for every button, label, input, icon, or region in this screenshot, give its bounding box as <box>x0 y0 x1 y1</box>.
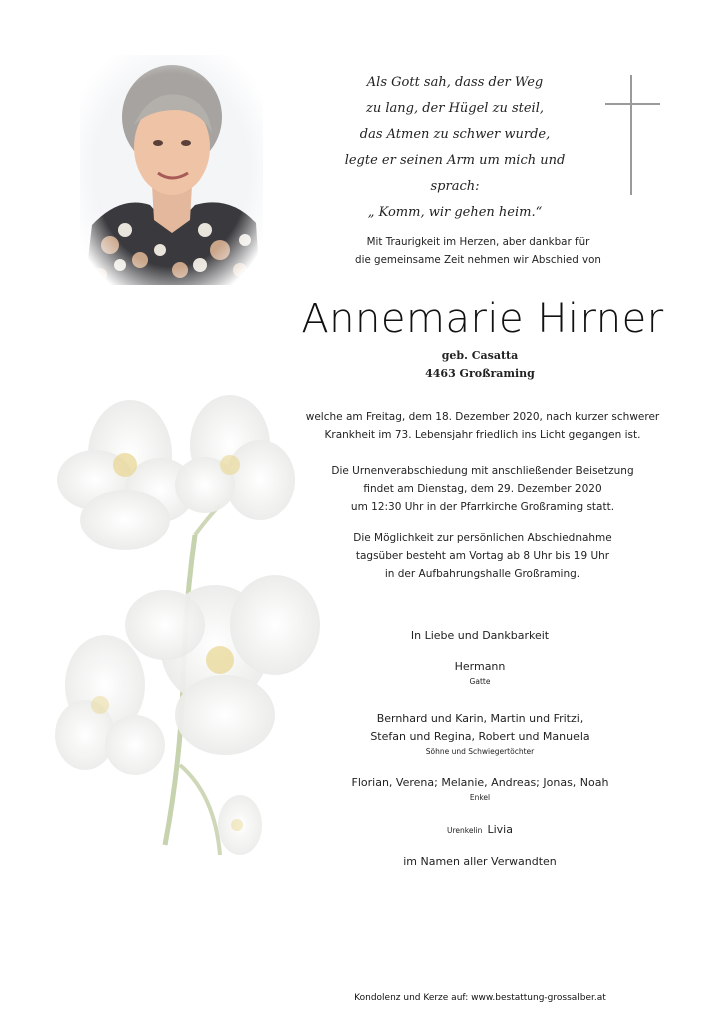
viewing-line: Die Möglichkeit zur persönlichen Abschiednahme <box>353 532 612 544</box>
intro-line: die gemeinsame Zeit nehmen wir Abschied von <box>355 254 601 266</box>
grandchildren-signature <box>330 774 630 804</box>
funeral-line: findet am Dienstag, dem 29. Dezember 2020 <box>363 483 602 495</box>
poem-line: das Atmen zu schwer wurde, <box>359 127 551 142</box>
funeral-line: Die Urnenverabschiedung mit anschließender Beisetzung <box>331 465 634 477</box>
deceased-info <box>380 347 580 383</box>
spouse-name: Hermann <box>454 660 506 673</box>
great-grandchild-signature <box>330 818 630 839</box>
viewing-line: tagsüber besteht am Vortag ab 8 Uhr bis 19 Uhr <box>355 550 610 562</box>
opening-line: In Liebe und Dankbarkeit <box>410 629 550 642</box>
spouse-signature <box>330 658 630 688</box>
deceased-name: Annemarie Hirner <box>301 296 664 342</box>
grandchildren-line: Florian, Verena; Melanie, Andreas; Jonas, Noah <box>351 776 609 789</box>
intro-line: Mit Traurigkeit im Herzen, aber dankbar für <box>366 236 590 248</box>
children-role: Söhne und Schwiegertöchter <box>425 747 535 756</box>
great-grandchild-name: Livia <box>487 823 513 836</box>
children-line: Bernhard und Karin, Martin und Fritzi, <box>376 712 584 725</box>
funeral-line: um 12:30 Uhr in der Pfarrkirche Großraming statt. <box>350 501 615 513</box>
residence: 4463 Großraming <box>425 367 535 380</box>
poem-line: legte er seinen Arm um mich und sprach: <box>344 153 566 194</box>
viewing-line: in der Aufbahrungshalle Großraming. <box>384 568 581 580</box>
mourners-opening <box>330 627 630 645</box>
portrait-photo <box>80 55 263 285</box>
passing-text <box>300 408 665 444</box>
children-signature <box>330 710 630 758</box>
poem <box>335 70 575 226</box>
footer-condolence: Kondolenz und Kerze auf: www.bestattung-grossalber.at <box>354 993 606 1003</box>
great-grandchild-role: Urenkelin <box>447 826 483 835</box>
children-line: Stefan und Regina, Robert und Manuela <box>370 730 590 743</box>
spouse-role: Gatte <box>469 677 491 686</box>
passing-line: Krankheit im 73. Lebensjahr friedlich ins Licht gegangen ist. <box>324 429 641 441</box>
orchid-illustration <box>55 385 330 905</box>
birth-name: geb. Casatta <box>441 349 519 362</box>
funeral-text <box>300 462 665 516</box>
poem-line: „ Komm, wir gehen heim.“ <box>367 205 543 220</box>
closing-line: im Namen aller Verwandten <box>403 855 557 868</box>
cross-icon <box>605 75 660 195</box>
intro-text <box>330 233 626 269</box>
passing-line: welche am Freitag, dem 18. Dezember 2020, nach kurzer schwerer <box>305 411 660 423</box>
portrait-illustration <box>80 55 263 285</box>
closing-signature <box>330 853 630 871</box>
poem-line: Als Gott sah, dass der Weg <box>366 75 544 90</box>
grandchildren-role: Enkel <box>469 793 491 802</box>
poem-line: zu lang, der Hügel zu steil, <box>366 101 544 116</box>
viewing-text <box>300 529 665 583</box>
